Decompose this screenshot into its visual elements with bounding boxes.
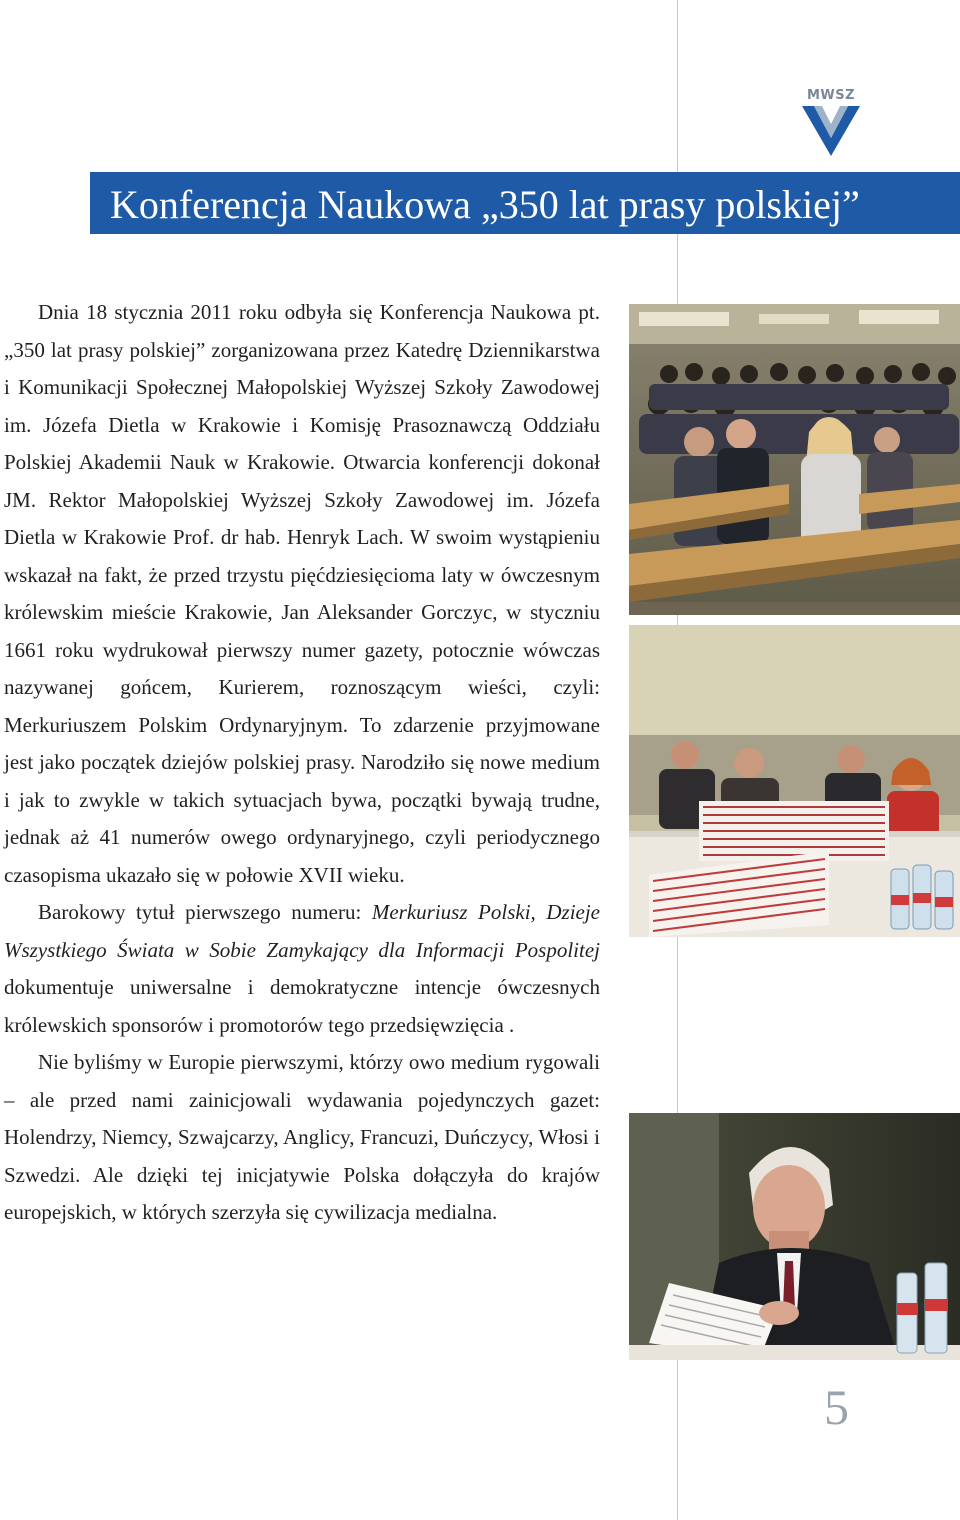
paragraph-1: Dnia 18 stycznia 2011 roku odbyła się Konferencja Naukowa pt. „350 lat prasy polskiej” zorganizowana przez Katedrę Dziennikarstwa i Komunikacji Społecznej Małopolskiej Wyższej Szkoły Zawodowej im. Józefa Dietla w Krakowie i Komisję Prasoznawczą Oddziału Polskiej Akademii Nauk w Krakowie. Otwarcia konferencji dokonał JM. Rektor Małopolskiej Wyższej Szkoły Zawodowej im. Józefa Dietla w Krakowie Prof. dr hab. Henryk Lach. W swoim wystąpieniu wskazał na fakt, że przed trzystu pięćdziesięcioma laty w ówczesnym królewskim mieście Krakowie, Jan Aleksander Gorczyc, w styczniu 1661 roku wydrukował pierwszy numer gazety, potocznie wówczas nazywanej gońcem, Kurierem, roznoszącym wieści, czyli: Merkuriuszem Polskim Ordynaryjnym. To zdarzenie przyjmowane jest jako początek dziejów polskiej prasy. Narodziło się nowe medium i jak to zwykle w takich sytuacjach bywa, początki bywają trudne, jednak aż 41 numerów owego ordynaryjnego, czyli periodycznego czasopisma ukazało się w połowie XVII wieku. (4, 300, 600, 887)
paragraph-2-title: Merkuriusz Polski, Dzieje Wszystkiego Świata w Sobie Zamykający dla Informacji Pospolitej (4, 900, 601, 962)
mwsz-logo (798, 88, 864, 158)
photo-audience (629, 304, 960, 615)
paragraph-2-rest: dokumentuje uniwersalne i demokratyczne intencje ówczesnych królewskich sponsorów i promotorów tego przedsięwzięcia . (4, 975, 600, 1037)
photo-speaker (629, 1113, 960, 1360)
paragraph-2-intro: Barokowy tytuł pierwszego numeru: (38, 900, 372, 924)
paragraph-3: Nie byliśmy w Europie pierwszymi, którzy owo medium rygowali – ale przed nami zainicjowali wydawania pojedynczych gazet: Holendrzy, Niemcy, Szwajcarzy, Anglicy, Francuzi, Duńczycy, Włosi i Szwedzi. Ale dzięki tej inicjatywie Polska dołączyła do krajów europejskich, w których szerzyła się cywilizacja medialna. (4, 1050, 600, 1224)
logo-text: MWSZ (806, 88, 856, 103)
photo-panel-table (629, 625, 960, 937)
page-number: 5 (824, 1379, 849, 1435)
page-title: Konferencja Naukowa „350 lat prasy polskiej” (110, 182, 860, 227)
paragraph-2 (4, 894, 600, 1044)
article-body (4, 294, 600, 1232)
logo-chevron-icon (798, 104, 864, 158)
